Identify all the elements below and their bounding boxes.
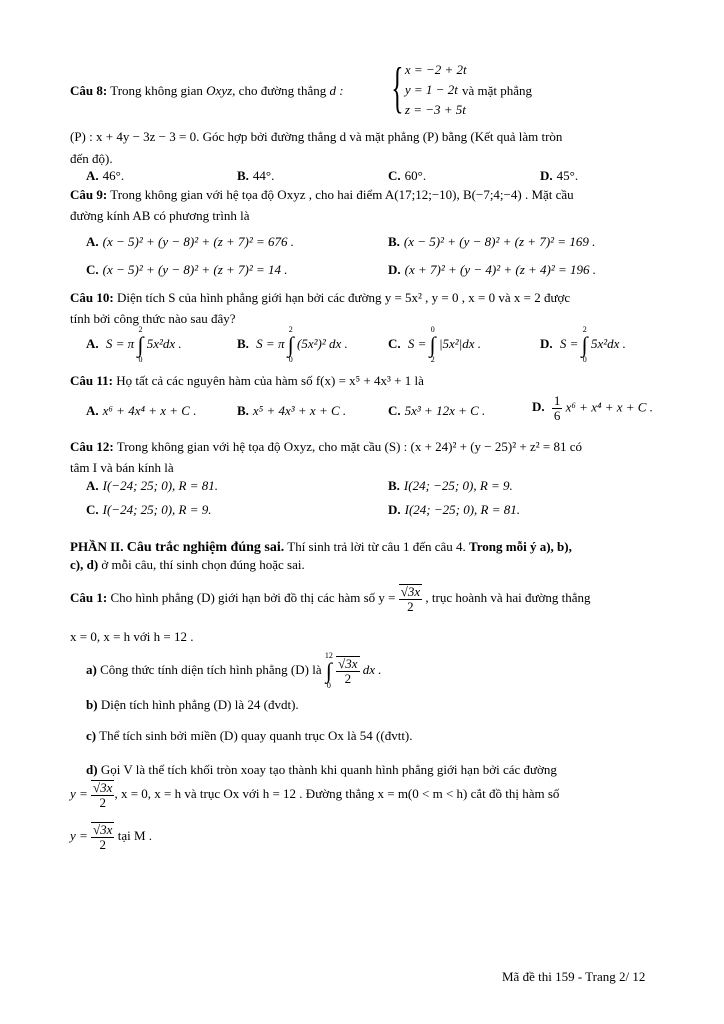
- q10-line2: tính bởi công thức nào sau đây?: [70, 311, 236, 326]
- q9-option-d[interactable]: D. (x + 7)² + (y − 4)² + (z + 4)² = 196 .: [388, 262, 597, 277]
- fraction: $\frac{√3x}{2}$: [400, 584, 421, 614]
- p2q1-line2: x = 0, x = h với h = 12 .: [70, 629, 194, 644]
- q10-option-c[interactable]: C. S = 0 ∫ 2 |5x²|dx .: [388, 325, 482, 364]
- fraction: $\frac{√3x}{2}$: [93, 780, 113, 810]
- p2q1-label: Câu 1:: [70, 589, 108, 605]
- integral-sign: 2 ∫ 0: [287, 325, 294, 364]
- part2-line2: c), d) ở mỗi câu, thí sinh chọn đúng hoặc sai.: [70, 557, 305, 572]
- q12-line1: Câu 12: Trong không gian với hệ tọa độ Oxyz, cho mặt cầu (S) : (x + 24)² + (y − 25)² + z² = 81 có: [70, 439, 582, 454]
- q11-option-b[interactable]: B. x⁵ + 4x³ + x + C .: [237, 403, 347, 418]
- q8-option-d[interactable]: D. 45°.: [540, 168, 579, 183]
- p2q1-item-d-line3: y = $\frac{√3x}{2}$ tại M .: [70, 822, 153, 852]
- q11-label: Câu 11:: [70, 373, 113, 388]
- q11-option-d[interactable]: D. $\frac{1}{6}$ x⁶ + x⁴ + x + C .: [532, 393, 653, 423]
- q9-option-b[interactable]: B. (x − 5)² + (y − 8)² + (z + 7)² = 169 .: [388, 234, 596, 249]
- fraction: $\frac{1}{6}$: [553, 393, 561, 423]
- p2q1-item-a[interactable]: a) Công thức tính diện tích hình phẳng (D) là 12 ∫ 0 $\frac{√3x}{2}$ dx .: [86, 651, 382, 690]
- q8-sys1: x = −2 + 2t: [404, 62, 467, 77]
- integral-sign: 12 ∫ 0: [324, 651, 333, 690]
- q8-option-c[interactable]: C. 60°.: [388, 168, 427, 183]
- q8-stem-b: , cho đường thẳng: [232, 83, 327, 98]
- q11-line1: Câu 11: Họ tất cả các nguyên hàm của hàm số f(x) = x⁵ + 4x³ + 1 là: [70, 373, 424, 388]
- integral-sign: 2 ∫ 0: [137, 325, 144, 364]
- fraction: $\frac{√3x}{2}$: [338, 656, 358, 686]
- q10-label: Câu 10:: [70, 290, 114, 305]
- q8-line2: (P) : x + 4y − 3z − 3 = 0. Góc hợp bởi đường thẳng d và mặt phẳng (P) bằng (Kết quả làm tròn: [70, 129, 563, 144]
- q12-option-d[interactable]: D. I(24; −25; 0), R = 81.: [388, 502, 521, 517]
- q8-label: Câu 8:: [70, 83, 108, 98]
- q8-oxyz: Oxyz: [206, 83, 233, 98]
- p2q1-item-d-line2: y = $\frac{√3x}{2}$ , x = 0, x = h và trục Ox với h = 12 . Đường thẳng x = m(0 < m < h) cắt đồ thị hàm số: [70, 780, 560, 810]
- q11-option-c[interactable]: C. 5x³ + 12x + C .: [388, 403, 486, 418]
- p2q1-item-c[interactable]: c) Thể tích sinh bởi miền (D) quay quanh trục Ox là 54 ((đvtt).: [86, 728, 413, 743]
- q8-option-a[interactable]: A. 46°.: [86, 168, 125, 183]
- p2q1-item-d[interactable]: d) Gọi V là thể tích khối tròn xoay tạo thành khi quanh hình phẳng giới hạn bởi các đường: [86, 762, 557, 777]
- q8-option-b[interactable]: B. 44°.: [237, 168, 275, 183]
- q10-option-d[interactable]: D. S = 2 ∫ 0 5x²dx .: [540, 325, 626, 364]
- q9-label: Câu 9:: [70, 187, 108, 202]
- fraction: $\frac{√3x}{2}$: [93, 822, 113, 852]
- q9-option-a[interactable]: A. (x − 5)² + (y − 8)² + (z + 7)² = 676 .: [86, 234, 295, 249]
- q8-system: { x = −2 + 2t y = 1 − 2t z = −3 + 5t: [391, 57, 467, 119]
- integral-sign: 0 ∫ 2: [429, 325, 436, 364]
- q10-option-b[interactable]: B. S = π 2 ∫ 0 (5x²)² dx .: [237, 325, 348, 364]
- q9-line2: đường kính AB có phương trình là: [70, 208, 250, 223]
- q10-line1: Câu 10: Diện tích S của hình phẳng giới hạn bởi các đường y = 5x² , y = 0 , x = 0 và x = 2 được: [70, 290, 571, 305]
- p2q1-line1: Câu 1: Cho hình phẳng (D) giới hạn bởi đồ thị các hàm số y = $\frac{√3x}{2}$ , trục hoành và hai đường thẳng: [70, 584, 591, 614]
- q12-option-a[interactable]: A. I(−24; 25; 0), R = 81.: [86, 478, 219, 493]
- q10-option-a[interactable]: A. S = π 2 ∫ 0 5x²dx .: [86, 325, 182, 364]
- q9-option-c[interactable]: C. (x − 5)² + (y − 8)² + (z + 7)² = 14 .: [86, 262, 288, 277]
- q8-line3: đến độ).: [70, 151, 113, 166]
- q9-line1: Câu 9: Trong không gian với hệ tọa độ Oxyz , cho hai điểm A(17;12;−10), B(−7;4;−4) . Mặt cầu: [70, 187, 574, 202]
- q8-sys3: z = −3 + 5t: [404, 102, 466, 117]
- part2-heading: PHẦN II. Câu trắc nghiệm đúng sai. Thí sinh trả lời từ câu 1 đến câu 4. Trong mỗi ý a), b),: [70, 539, 572, 555]
- q8-stem-c: và mặt phẳng: [462, 83, 533, 98]
- integral-sign: 2 ∫ 0: [581, 325, 588, 364]
- q12-line2: tâm I và bán kính là: [70, 460, 174, 475]
- q11-option-a[interactable]: A. x⁶ + 4x⁴ + x + C .: [86, 403, 197, 418]
- p2q1-item-b[interactable]: b) Diện tích hình phẳng (D) là 24 (đvdt).: [86, 697, 299, 712]
- q12-option-b[interactable]: B. I(24; −25; 0), R = 9.: [388, 478, 513, 493]
- q12-option-c[interactable]: C. I(−24; 25; 0), R = 9.: [86, 502, 212, 517]
- q12-label: Câu 12:: [70, 439, 114, 454]
- q8-d-prefix: d :: [329, 83, 344, 98]
- page-footer: Mã đề thi 159 - Trang 2/ 12: [502, 969, 646, 984]
- q8-sys2: y = 1 − 2t: [404, 82, 458, 97]
- q8-stem-a: Trong không gian: [110, 83, 203, 98]
